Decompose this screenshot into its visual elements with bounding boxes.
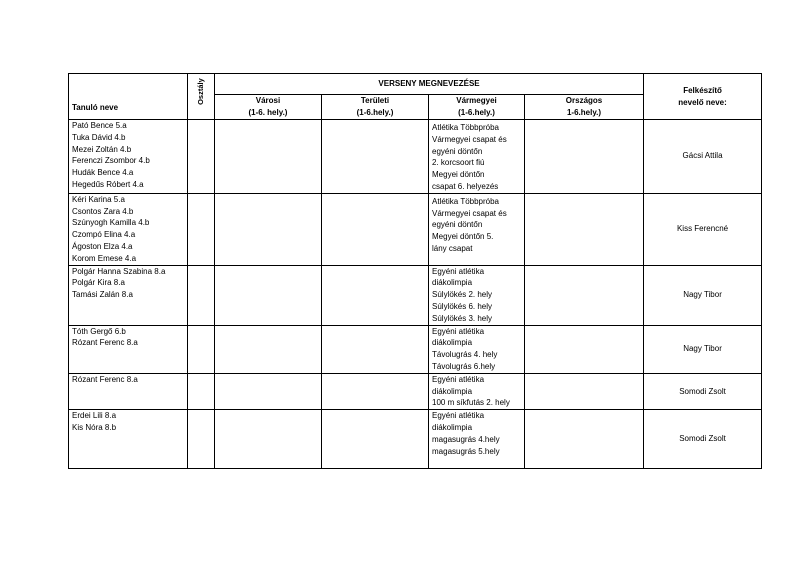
teacher-name: Somodi Zsolt	[644, 373, 762, 409]
city-cell	[215, 120, 322, 194]
event-line: lány csapat	[432, 243, 473, 253]
event-line: magasugrás 4.hely	[432, 434, 500, 444]
student-name: Kéri Karina 5.a	[72, 194, 125, 204]
county-cell	[429, 265, 525, 325]
students-cell	[69, 265, 188, 325]
level-places: (1-6.hely.)	[458, 108, 495, 117]
event-line: Egyéni atlétika	[432, 374, 485, 384]
event-line: egyéni döntőn	[432, 146, 483, 156]
event-line: Megyei döntőn 5.	[432, 232, 494, 242]
results-table	[68, 73, 762, 469]
event-line: egyéni döntőn	[432, 220, 483, 230]
student-name: Pató Bence 5.a	[72, 121, 127, 130]
event-line: Súlylökés 6. hely	[432, 301, 493, 311]
level-name: Vármegyei	[456, 96, 497, 106]
event-line: Egyéni atlétika	[432, 326, 485, 336]
student-name: Mezei Zoltán 4.b	[72, 144, 132, 154]
regional-cell	[322, 265, 429, 325]
teacher-name: Gácsi Attila	[644, 120, 762, 194]
event-line: Súlylökés 2. hely	[432, 290, 493, 300]
city-cell	[215, 265, 322, 325]
student-name: Tamási Zalán 8.a	[72, 290, 133, 300]
header-row-1	[69, 74, 762, 95]
student-name: Czompó Elina 4.a	[72, 230, 136, 240]
national-cell	[525, 373, 644, 409]
event-line: Súlylökés 3. hely	[432, 313, 493, 323]
county-cell	[429, 193, 525, 265]
student-name: Kis Nóra 8.b	[72, 422, 117, 432]
regional-cell	[322, 325, 429, 373]
header-competition: VERSENY MEGNEVEZÉSE	[215, 74, 644, 95]
event-line: magasugrás 5.hely	[432, 446, 500, 456]
header-teacher-line1: Felkészítő	[683, 85, 722, 95]
city-cell	[215, 193, 322, 265]
header-class	[188, 74, 215, 120]
county-cell	[429, 120, 525, 194]
county-cell	[429, 325, 525, 373]
national-cell	[525, 193, 644, 265]
students-cell	[69, 373, 188, 409]
table-row	[69, 120, 762, 194]
event-line: Vármegyei csapat és	[432, 134, 507, 144]
county-cell	[429, 410, 525, 469]
county-cell	[429, 373, 525, 409]
regional-cell	[322, 193, 429, 265]
event-line: diákolimpia	[432, 338, 473, 348]
event-line: Távolugrás 4. hely	[432, 350, 498, 360]
table-row	[69, 193, 762, 265]
header-level-county	[429, 95, 525, 120]
student-name: Csontos Zara 4.b	[72, 206, 134, 216]
national-cell	[525, 325, 644, 373]
student-name: Szúnyogh Kamilla 4.b	[72, 218, 150, 228]
event-line: Atlétika Többpróba	[432, 196, 500, 206]
class-cell	[188, 193, 215, 265]
header-student-name: Tanuló neve	[69, 74, 188, 120]
event-line: Megyei döntőn	[432, 170, 485, 180]
city-cell	[215, 410, 322, 469]
event-line: Egyéni atlétika	[432, 411, 485, 421]
student-name: Hudák Bence 4.a	[72, 168, 134, 178]
student-name: Hegedűs Róbert 4.a	[72, 179, 144, 189]
teacher-name: Kiss Ferencné	[644, 193, 762, 265]
level-name: Városi	[255, 96, 281, 106]
student-name: Polgár Hanna Szabina 8.a	[72, 266, 166, 276]
event-line: Atlétika Többpróba	[432, 123, 500, 132]
student-name: Erdei Lili 8.a	[72, 411, 117, 421]
header-level-national	[525, 95, 644, 120]
regional-cell	[322, 373, 429, 409]
table-body	[69, 120, 762, 469]
header-level-city	[215, 95, 322, 120]
students-cell	[69, 193, 188, 265]
event-line: Vármegyei csapat és	[432, 208, 507, 218]
header-teacher	[644, 74, 762, 120]
student-name: Ferenczi Zsombor 4.b	[72, 156, 150, 166]
class-cell	[188, 265, 215, 325]
students-cell	[69, 120, 188, 194]
city-cell	[215, 373, 322, 409]
teacher-name: Somodi Zsolt	[644, 410, 762, 469]
event-line: Egyéni atlétika	[432, 266, 485, 276]
event-line: diákolimpia	[432, 278, 473, 288]
event-line: 2. korcsoort fiú	[432, 158, 485, 168]
header-teacher-line2: nevelő neve:	[678, 97, 727, 107]
teacher-name: Nagy Tibor	[644, 325, 762, 373]
event-line: diákolimpia	[432, 422, 473, 432]
regional-cell	[322, 120, 429, 194]
student-name: Polgár Kira 8.a	[72, 278, 125, 288]
class-cell	[188, 325, 215, 373]
student-name: Rózant Ferenc 8.a	[72, 374, 138, 384]
level-places: 1-6.hely.)	[566, 108, 602, 117]
national-cell	[525, 120, 644, 194]
student-name: Ágoston Elza 4.a	[72, 241, 133, 251]
event-line: csapat 6. helyezés	[432, 181, 499, 191]
table-row	[69, 410, 762, 469]
city-cell	[215, 325, 322, 373]
level-name: Területi	[360, 96, 390, 106]
level-places: (1-6. hely.)	[248, 108, 288, 117]
student-name: Korom Emese 4.a	[72, 253, 137, 263]
header-level-regional	[322, 95, 429, 120]
event-line: 100 m síkfutás 2. hely	[432, 398, 510, 408]
regional-cell	[322, 410, 429, 469]
student-name: Tóth Gergő 6.b	[72, 326, 126, 336]
students-cell	[69, 410, 188, 469]
class-cell	[188, 373, 215, 409]
event-line: Távolugrás 6.hely	[432, 361, 496, 371]
national-cell	[525, 265, 644, 325]
teacher-name: Nagy Tibor	[644, 265, 762, 325]
students-cell	[69, 325, 188, 373]
student-name: Tuka Dávid 4.b	[72, 132, 126, 142]
national-cell	[525, 410, 644, 469]
class-cell	[188, 410, 215, 469]
header-class-label: Osztály	[196, 77, 206, 105]
student-name: Rózant Ferenc 8.a	[72, 338, 138, 348]
table-row	[69, 265, 762, 325]
table-row	[69, 325, 762, 373]
class-cell	[188, 120, 215, 194]
level-places: (1-6.hely.)	[356, 108, 394, 117]
event-line: diákolimpia	[432, 386, 473, 396]
table-row	[69, 373, 762, 409]
level-name: Országos	[565, 96, 603, 106]
